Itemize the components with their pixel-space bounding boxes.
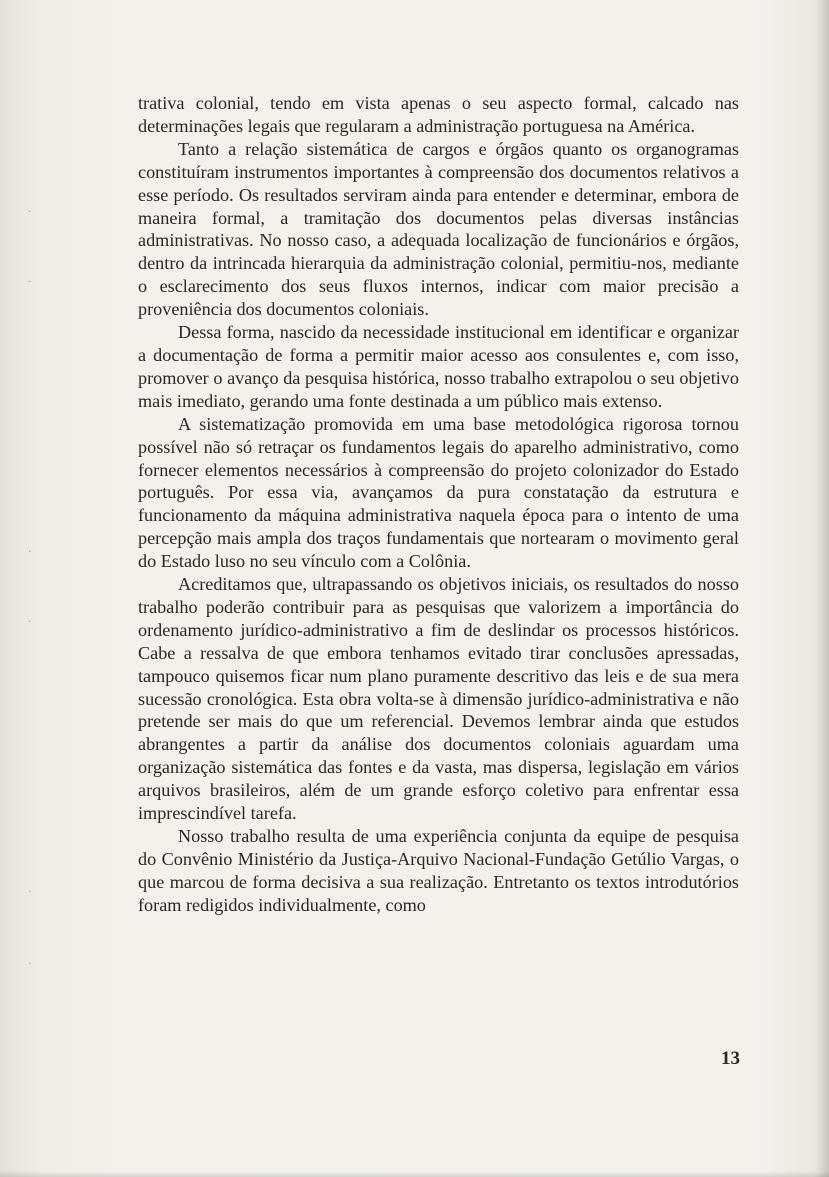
paragraph-5: Acreditamos que, ultrapassando os objetivos iniciais, os resultados do nosso trabalho poderão contribuir para as pesquisas que valorizem a importância do ordenamento jurídico-administrativo a fim de deslindar os processos históricos. Cabe a ressalva de que embora tenhamos evitado tirar conclusões apressadas, tampouco quisemos ficar num plano puramente descritivo das leis e de sua mera sucessão cronológica. Esta obra volta-se à dimensão jurídico-administrativa e não pretende ser mais do que um referencial. Devemos lembrar ainda que estudos abrangentes a partir da análise dos documentos coloniais aguardam uma organização sistemática das fontes e da vasta, mas dispersa, legislação em vários arquivos brasileiros, além de um grande esforço coletivo para enfrentar essa imprescindível tarefa. xyxy=(138,574,739,824)
margin-speck-mark: · xyxy=(28,547,32,558)
body-text xyxy=(138,92,739,917)
paragraph-4: A sistematização promovida em uma base metodológica rigorosa tornou possível não só retraçar os fundamentos legais do aparelho administrativo, como fornecer elementos necessários à compreensão do projeto colonizador do Estado português. Por essa via, avançamos da pura constatação da estrutura e funcionamento da máquina administrativa naquela época para o intento de uma percepção mais ampla dos traços fundamentais que nortearam o movimento geral do Estado luso no seu vínculo com a Colônia. xyxy=(138,413,739,572)
margin-speck-mark: · xyxy=(28,277,32,288)
margin-speck-mark: · xyxy=(28,207,32,218)
page-number: 13 xyxy=(721,1048,740,1069)
paragraph-2: Tanto a relação sistemática de cargos e órgãos quanto os organogramas constituíram instrumentos importantes à compreensão dos documentos relativos a esse período. Os resultados serviram ainda para entender e determinar, embora de maneira formal, a tramitação dos documentos pelas diversas instâncias administrativas. No nosso caso, a adequada localização de funcionários e órgãos, dentro da intrincada hierarquia da administração colonial, permitiu-nos, mediante o esclarecimento dos seus fluxos internos, indicar com maior precisão a proveniência dos documentos coloniais. xyxy=(138,138,739,320)
margin-speck-mark: · xyxy=(28,617,32,628)
paragraph-6: Nosso trabalho resulta de uma experiência conjunta da equipe de pesquisa do Convênio Ministério da Justiça-Arquivo Nacional-Fundação Getúlio Vargas, o que marcou de forma decisiva a sua realização. Entretanto os textos introdutórios foram redigidos individualmente, como xyxy=(138,826,739,915)
page-edge-shadow xyxy=(815,0,829,1177)
margin-speck-mark: · xyxy=(28,959,32,970)
margin-speck-mark: · xyxy=(28,887,32,898)
paragraph-1: trativa colonial, tendo em vista apenas o seu aspecto formal, calcado nas determinações legais que regularam a administração portuguesa na América. xyxy=(138,93,739,136)
page-bottom-edge xyxy=(0,1171,829,1177)
paragraph-3: Dessa forma, nascido da necessidade institucional em identificar e organizar a documentação de forma a permitir maior acesso aos consulentes e, com isso, promover o avanço da pesquisa histórica, nosso trabalho extrapolou o seu objetivo mais imediato, gerando uma fonte destinada a um público mais extenso. xyxy=(138,322,739,411)
